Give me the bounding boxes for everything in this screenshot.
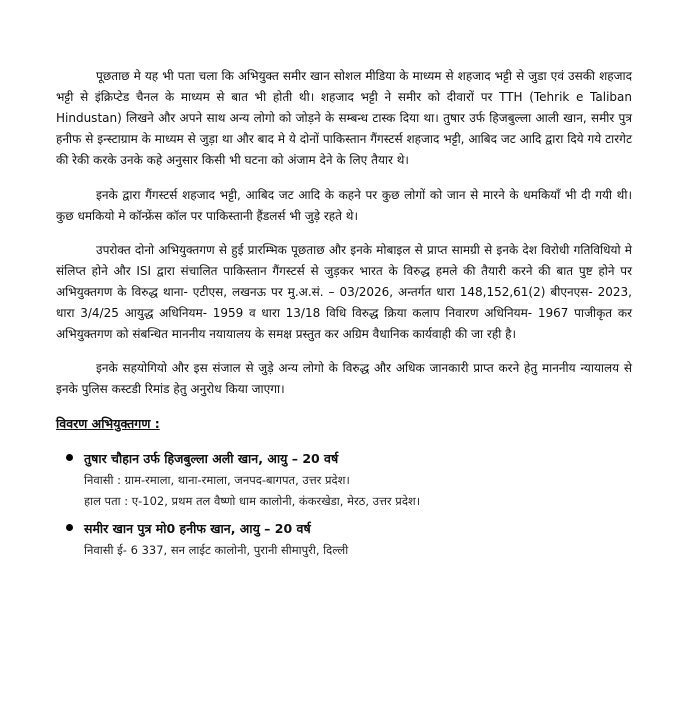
- accused-name: तुषार चौहान उर्फ हिजबुल्ला अली खान, आयु – 20 वर्ष: [84, 451, 339, 466]
- bullet-icon: [66, 524, 73, 531]
- accused-item-sameer: [56, 518, 632, 561]
- document-page: [56, 66, 632, 567]
- accused-list: [56, 448, 632, 561]
- accused-address-permanent: निवासी ई- 6 337, सन लाईट कालोनी, पुरानी सीमापुरी, दिल्ली: [84, 543, 349, 557]
- accused-name: समीर खान पुत्र मो0 हनीफ खान, आयु – 20 वर्ष: [84, 521, 311, 536]
- paragraph-threats: इनके द्वारा गैंगस्टर्स शहजाद भट्टी, आबिद जट आदि के कहने पर कुछ लोगों को जान से मारने के धमकियाँ भी दी गयी थी। कुछ धमकियो मे कॉन्फ्रेंस कॉल पर पाकिस्तानी हैंडलर्स भी जुड़े रहते थे।: [56, 188, 632, 223]
- accused-address-current: हाल पता : ए-102, प्रथम तल वैष्णो धाम कालोनी, कंकरखेडा, मेरठ, उत्तर प्रदेश।: [84, 494, 421, 508]
- paragraph-interrogation: पूछताछ मे यह भी पता चला कि अभियुक्त समीर खान सोशल मीडिया के माध्यम से शहजाद भट्टी से जुडा एवं उसकी शहजाद भट्टी से इंक्रिप्टेड चैनल के माध्यम से बात भी होती थी। शहजाद भट्टी ने समीर को दीवारों पर TTH (Tehrik e Taliban Hindustan) लिखने और अपने साथ अन्य लोगो को जोड़ने के सम्बन्ध टास्क दिया था। तुषार उर्फ हिजबुल्ला आली खान, समीर पुत्र हनीफ से इन्स्टाग्राम के माध्यम से जुड़ा था और बाद मे ये दोनों पाकिस्तान गैंगस्टर्स शहजाद भट्टी, आबिद जट आदि द्वारा दिये गये टारगेट की रेकी करके उनके कहे अनुसार किसी भी घटना को अंजाम देने के लिए तैयार थे।: [56, 69, 632, 167]
- bullet-icon: [66, 454, 73, 461]
- accused-address-permanent: निवासी : ग्राम-रमाला, थाना-रमाला, जनपद-बागपत, उत्तर प्रदेश।: [84, 473, 350, 487]
- paragraph-custody-request: इनके सहयोगियो और इस संजाल से जुड़े अन्य लोगो के विरुद्ध और अधिक जानकारी प्राप्त करने हेतु माननीय न्यायालय से इनके पुलिस कस्टडी रिमांड हेतु अनुरोध किया जाएगा।: [56, 361, 632, 396]
- paragraph-case-registration: उपरोक्त दोनो अभियुक्तगण से हुई प्रारम्भिक पूछताछ और इनके मोबाइल से प्राप्त सामग्री से इनके देश विरोधी गतिविधियो मे संलिप्त होने और ISI द्वारा संचालित पाकिस्तान गैंगस्टर्स से जुड़कर भारत के विरुद्ध हमले की तैयारी करने की बात पुष्ट होने पर अभियुक्तगण के विरुद्ध थाना- एटीएस, लखनऊ पर मु.अ.सं. – 03/2026, अन्तर्गत धारा 148,152,61(2) बीएनएस- 2023, धारा 3/4/25 आयुद्ध अधिनियम- 1959 व धारा 13/18 विधि विरुद्ध क्रिया कलाप निवारण अधिनियम- 1967 पाजीकृत कर अभियुक्तगण को संबन्धित माननीय नयायालय के समक्ष प्रस्तुत कर अग्रिम वैधानिक कार्यवाही की जा रही है।: [56, 243, 632, 341]
- accused-item-tushar: [56, 448, 632, 512]
- accused-details-heading: विवरण अभियुक्तगण :: [56, 416, 160, 431]
